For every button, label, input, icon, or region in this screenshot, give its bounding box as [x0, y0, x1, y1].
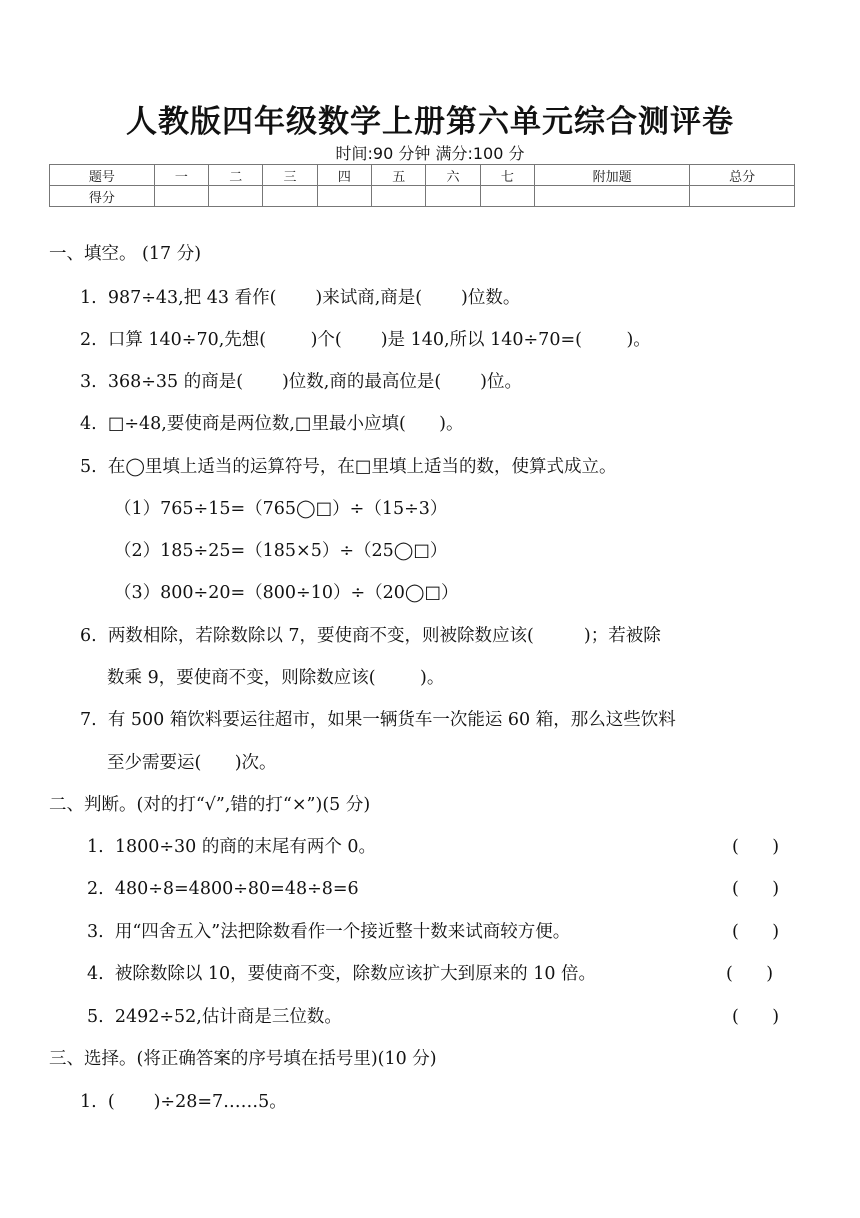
section3-heading: 三、选择。(将正确答案的序号填在括号里)(10 分) [49, 1049, 437, 1069]
section1-heading: 一、填空。 (17 分) [49, 244, 202, 264]
question-1-3: 3. 368÷35 的商是( )位数,商的最高位是( )位。 [80, 372, 522, 392]
score-header-cell: 五 [372, 165, 426, 186]
score-cell[interactable] [263, 186, 317, 207]
question-1-1: 1. 987÷43,把 43 看作( )来试商,商是( )位数。 [80, 288, 521, 308]
score-header-cell: 二 [209, 165, 263, 186]
score-header-cell: 四 [317, 165, 371, 186]
score-cell[interactable] [690, 186, 795, 207]
score-header-cell: 总分 [690, 165, 795, 186]
score-table-score-row [50, 186, 795, 207]
score-cell[interactable] [154, 186, 208, 207]
judge-answer-blank[interactable]: ( ) [732, 922, 780, 942]
judge-item-3: 3. 用“四舍五入”法把除数看作一个接近整十数来试商较方便。 [87, 922, 571, 942]
judge-item-4: 4. 被除数除以 10，要使商不变，除数应该扩大到原来的 10 倍。 [87, 964, 597, 984]
score-table-header-row [50, 165, 795, 186]
score-header-cell: 一 [154, 165, 208, 186]
question-1-5: 5. 在◯里填上适当的运算符号，在□里填上适当的数，使算式成立。 [80, 457, 617, 477]
question-1-6-line2: 数乘 9，要使商不变，则除数应该( )。 [107, 668, 445, 688]
score-header-cell: 题号 [50, 165, 155, 186]
question-1-7-line2: 至少需要运( )次。 [107, 753, 277, 773]
score-cell[interactable] [535, 186, 690, 207]
choice-question-1: 1. ( )÷28=7……5。 [80, 1092, 287, 1112]
judge-answer-blank[interactable]: ( ) [732, 837, 780, 857]
judge-item-2: 2. 480÷8=4800÷80=48÷8=6 [87, 879, 359, 899]
score-row-label: 得分 [50, 186, 155, 207]
question-1-5-sub1: （1）765÷15=（765◯□）÷（15÷3） [114, 499, 448, 519]
score-table [49, 164, 795, 207]
question-1-4: 4. □÷48,要使商是两位数,□里最小应填( )。 [80, 414, 464, 434]
score-header-cell: 七 [480, 165, 534, 186]
score-cell[interactable] [209, 186, 263, 207]
judge-item-1: 1. 1800÷30 的商的末尾有两个 0。 [87, 837, 377, 857]
score-cell[interactable] [372, 186, 426, 207]
score-cell[interactable] [426, 186, 480, 207]
judge-answer-blank[interactable]: ( ) [732, 1007, 780, 1027]
exam-subtitle: 时间:90 分钟 满分:100 分 [335, 144, 525, 163]
score-header-cell: 附加题 [535, 165, 690, 186]
judge-answer-blank[interactable]: ( ) [732, 879, 780, 899]
score-cell[interactable] [317, 186, 371, 207]
question-1-5-sub2: （2）185÷25=（185×5）÷（25◯□） [114, 541, 448, 561]
judge-answer-blank[interactable]: ( ) [726, 964, 774, 984]
score-header-cell: 六 [426, 165, 480, 186]
question-1-2: 2. 口算 140÷70,先想( )个( )是 140,所以 140÷70=( )。 [80, 330, 651, 350]
judge-item-5: 5. 2492÷52,估计商是三位数。 [87, 1007, 342, 1027]
question-1-7-line1: 7. 有 500 箱饮料要运往超市，如果一辆货车一次能运 60 箱，那么这些饮料 [80, 710, 676, 730]
exam-title: 人教版四年级数学上册第六单元综合测评卷 [126, 104, 734, 140]
question-1-6-line1: 6. 两数相除，若除数除以 7，要使商不变，则被除数应该( )；若被除 [80, 626, 661, 646]
score-header-cell: 三 [263, 165, 317, 186]
score-cell[interactable] [480, 186, 534, 207]
section2-heading: 二、判断。(对的打“√”,错的打“×”)(5 分) [49, 795, 371, 815]
question-1-5-sub3: （3）800÷20=（800÷10）÷（20◯□） [114, 583, 459, 603]
